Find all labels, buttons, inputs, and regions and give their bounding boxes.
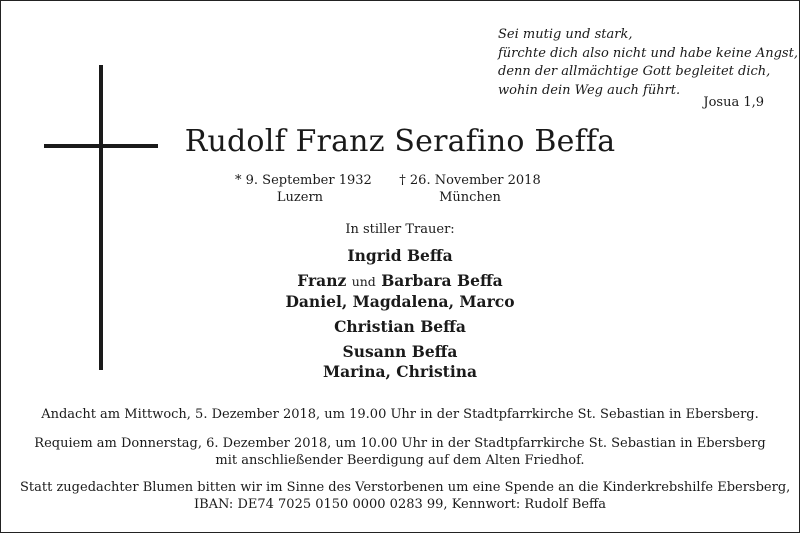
notice-line: Andacht am Mittwoch, 5. Dezember 2018, um 19.00 Uhr in der Stadtpfarrkirche St. Sebastian in Ebersberg.	[41, 407, 759, 422]
quote-line: fürchte dich also nicht und habe keine Angst,	[498, 45, 798, 61]
mourners-list	[200, 246, 600, 382]
requiem-notice	[20, 435, 780, 469]
mourner-line: Ingrid Beffa	[347, 246, 453, 265]
mourner-line: Susann Beffa	[342, 342, 458, 361]
donation-notice	[20, 479, 791, 513]
birth-date: * 9. September 1932	[235, 173, 372, 188]
quote-line: wohin dein Weg auch führt.	[498, 82, 681, 98]
mourner-line: Christian Beffa	[334, 317, 466, 336]
mourner-line	[200, 271, 600, 292]
birth-info	[235, 172, 372, 206]
conjunction: und	[351, 274, 376, 289]
notice-line: Requiem am Donnerstag, 6. Dezember 2018, um 10.00 Uhr in der Stadtpfarrkirche St. Sebastian in Ebersberg	[34, 436, 766, 451]
deceased-name: Rudolf Franz Serafino Beffa	[184, 124, 616, 159]
death-date: † 26. November 2018	[399, 173, 541, 188]
notice-line: Statt zugedachter Blumen bitten wir im Sinne des Verstorbenen um eine Spende an die Kinderkrebshilfe Ebersberg,	[20, 480, 791, 495]
notice-line: mit anschließender Beerdigung auf dem Alten Friedhof.	[215, 453, 585, 468]
mourner-name: Franz	[297, 271, 347, 290]
quote-line: denn der allmächtige Gott begleitet dich,	[498, 64, 771, 79]
quote-reference: Josua 1,9	[703, 95, 764, 110]
bible-quote	[498, 26, 798, 100]
death-info	[395, 172, 545, 206]
andacht-notice	[20, 406, 780, 423]
cross-horizontal-bar	[44, 144, 158, 148]
mourner-name: Barbara Beffa	[381, 271, 503, 290]
quote-line: Sei mutig und stark,	[498, 27, 633, 42]
mourner-line: Daniel, Magdalena, Marco	[285, 292, 515, 311]
mourning-heading: In stiller Trauer:	[345, 222, 455, 237]
death-place: München	[439, 190, 501, 205]
birth-place: Luzern	[276, 190, 324, 205]
cross-vertical-bar	[99, 65, 103, 370]
mourner-line: Marina, Christina	[322, 362, 478, 381]
notice-line: IBAN: DE74 7025 0150 0000 0283 99, Kennwort: Rudolf Beffa	[193, 497, 607, 512]
